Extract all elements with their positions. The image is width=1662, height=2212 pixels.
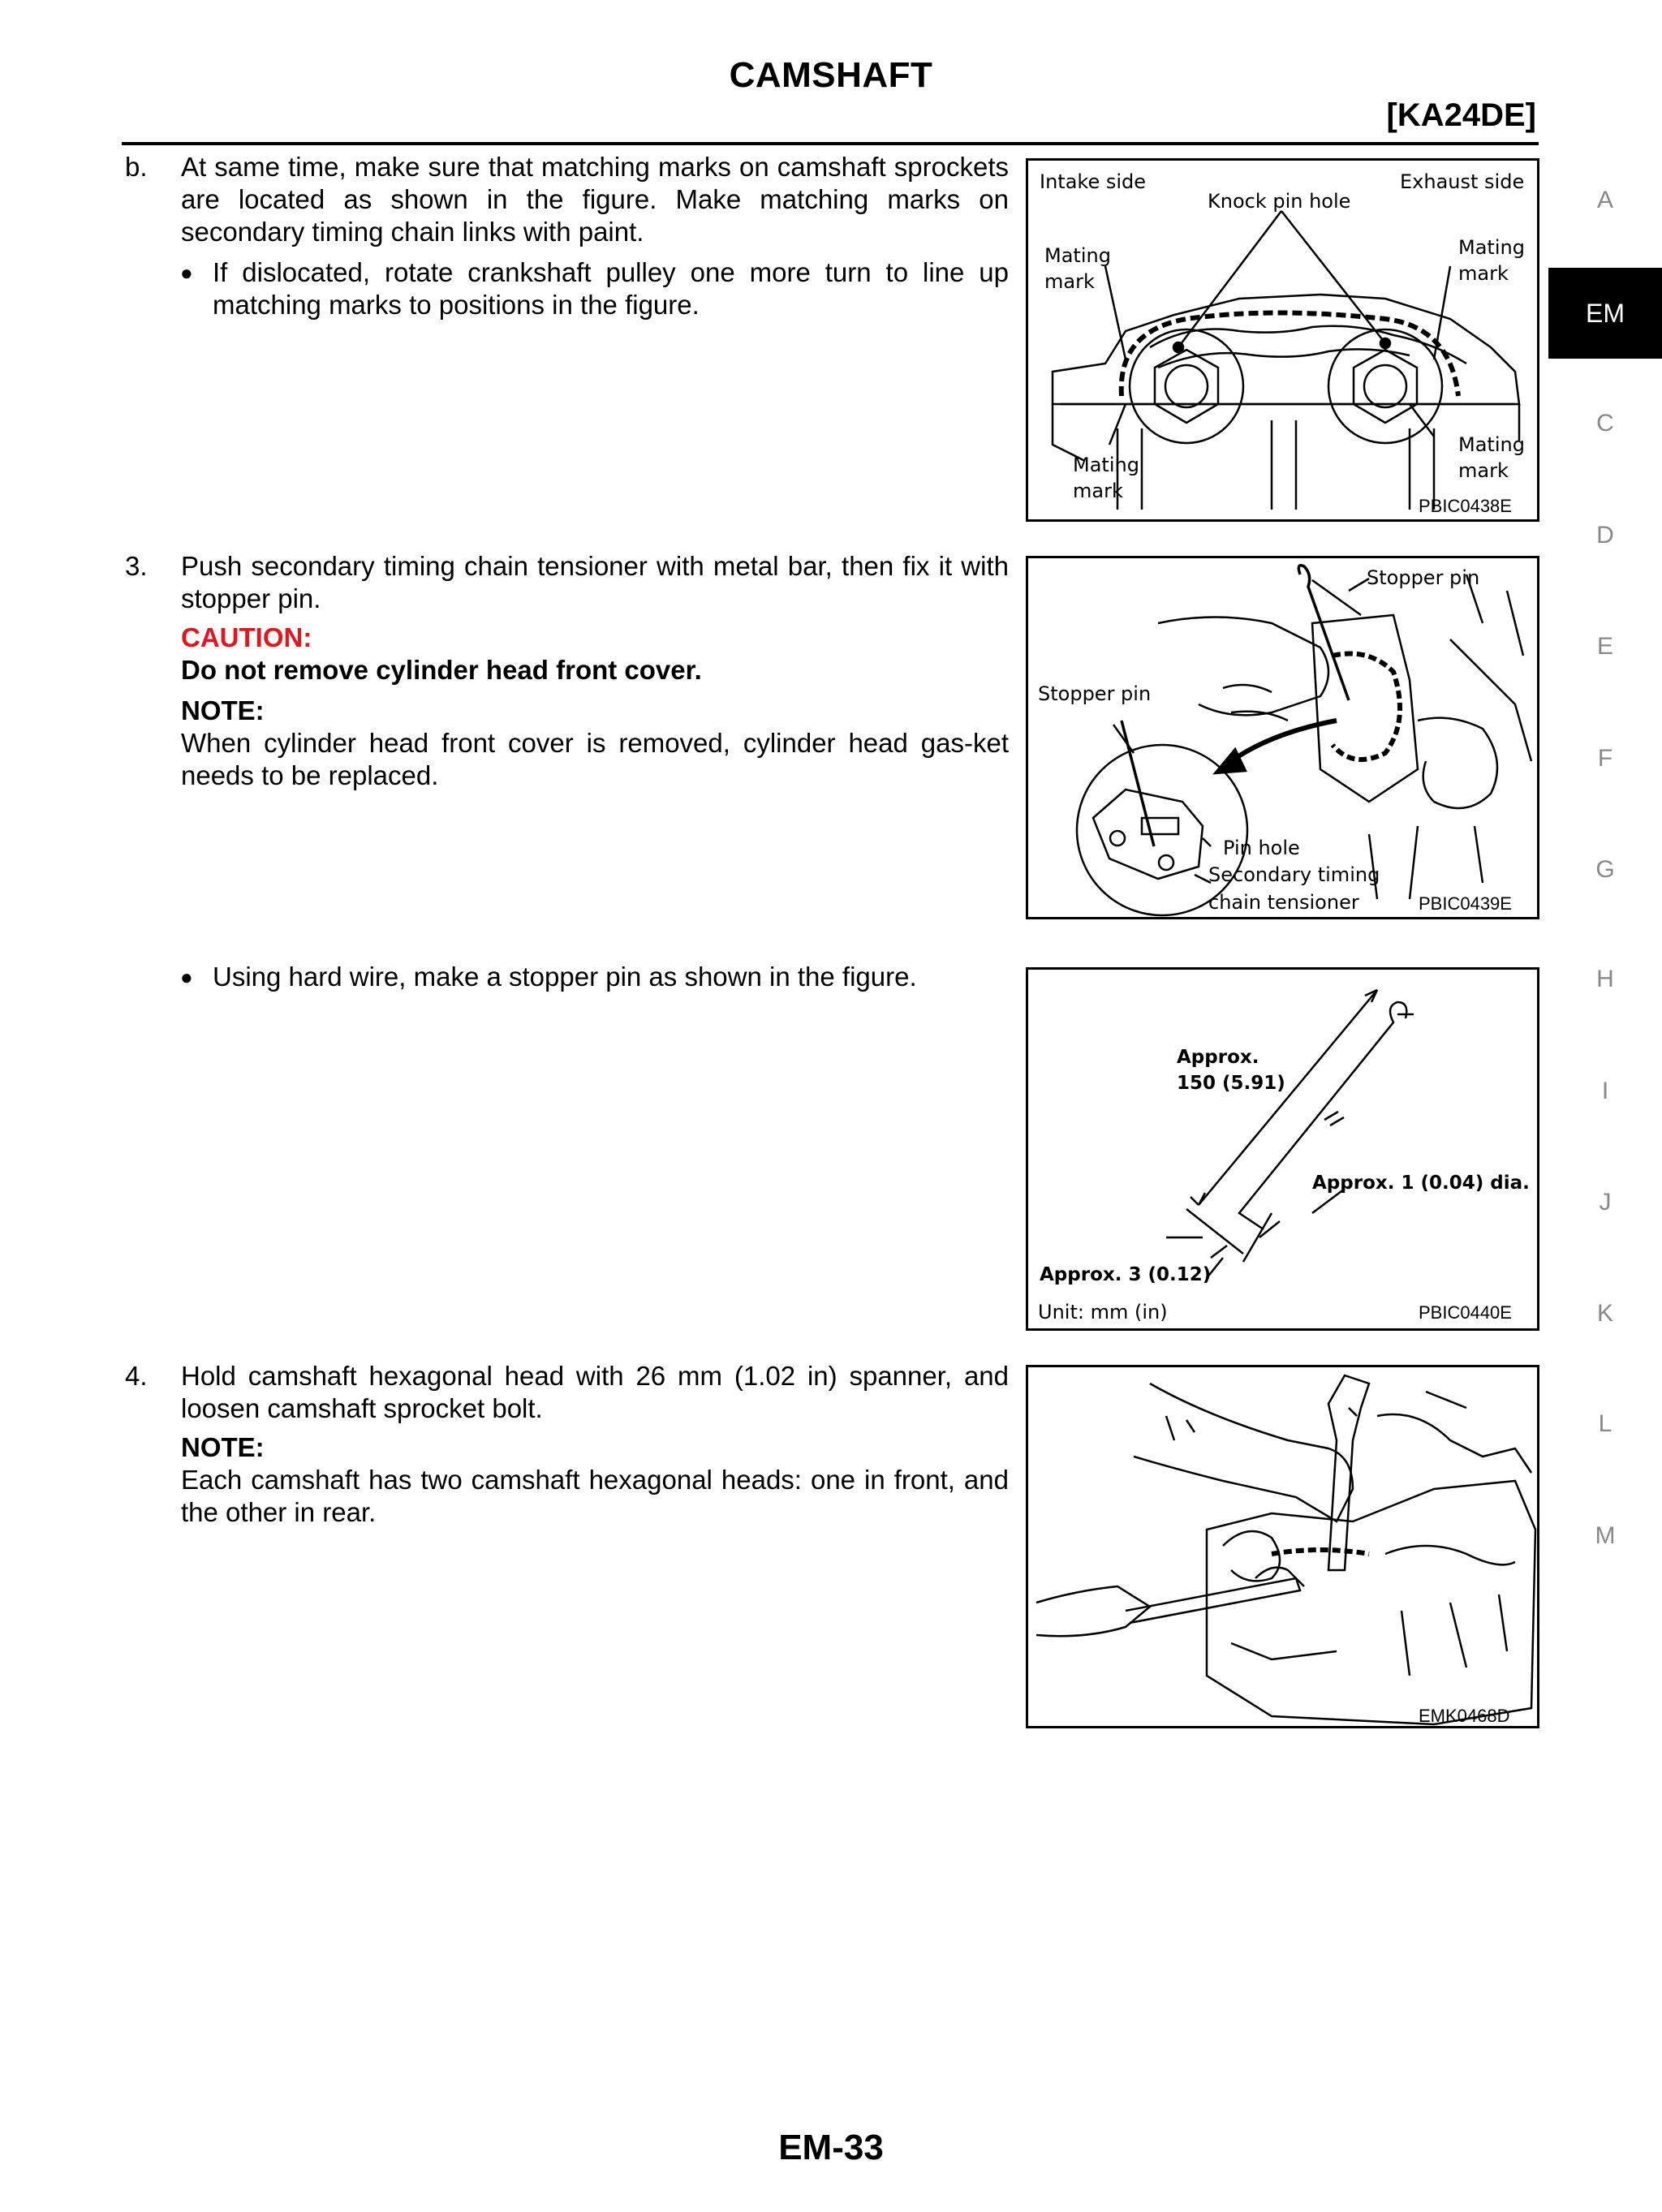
side-tab-g[interactable]: G [1595, 856, 1615, 883]
figure-stopper-pin [1026, 556, 1539, 919]
figure-code: EMK0468D [1419, 1706, 1510, 1726]
approx-dia-label: Approx. 1 (0.04) dia. [1312, 1173, 1530, 1194]
step-4-label: 4. [125, 1361, 148, 1391]
page-title: CAMSHAFT [729, 55, 933, 95]
side-tab-m[interactable]: M [1595, 1522, 1616, 1549]
intake-side-label: Intake side [1040, 170, 1147, 193]
figure-code: PBIC0439E [1419, 893, 1512, 914]
mark-label: mark [1044, 270, 1095, 293]
tensioner-label-line1: Secondary timing [1208, 863, 1380, 886]
note-label: NOTE: [181, 1432, 265, 1462]
tensioner-label-line2: chain tensioner [1208, 891, 1359, 914]
mark-label: mark [1073, 480, 1123, 502]
unit-label: Unit: mm (in) [1038, 1301, 1168, 1323]
sprocket-illustration [1028, 161, 1542, 524]
header-rule [122, 142, 1539, 145]
approx-hook-label: Approx. 3 (0.12) [1040, 1264, 1212, 1285]
side-tab-j[interactable]: J [1599, 1189, 1612, 1216]
side-tab-k[interactable]: K [1596, 1300, 1613, 1327]
approx-length-label-line1: Approx. [1177, 1047, 1259, 1068]
step-4-note-text: Each camshaft has two camshaft hexagonal heads: one in front, and the other in rear. [181, 1465, 1009, 1527]
stopper-pin-label: Stopper pin [1038, 682, 1152, 705]
caution-label: CAUTION: [181, 622, 312, 652]
side-tab-em-active[interactable]: EM [1548, 268, 1662, 359]
mark-label: mark [1458, 459, 1509, 482]
side-tab-f[interactable]: F [1597, 745, 1613, 772]
knock-pin-hole-label: Knock pin hole [1208, 190, 1351, 213]
mating-label: Mating [1458, 236, 1525, 259]
figure-camshaft-sprockets [1026, 158, 1539, 522]
step-3-label: 3. [125, 551, 148, 581]
side-tab-d[interactable]: D [1596, 522, 1614, 549]
figure-code: PBIC0438E [1419, 496, 1512, 516]
side-tab-l[interactable]: L [1598, 1410, 1612, 1437]
mating-label: Mating [1458, 433, 1525, 456]
side-tab-h[interactable]: H [1596, 966, 1614, 992]
step-b-label: b. [125, 152, 148, 182]
tensioner-illustration [1028, 558, 1542, 922]
side-tab-a[interactable]: A [1596, 187, 1613, 213]
mark-label: mark [1458, 262, 1509, 285]
bullet-icon: ● [180, 965, 193, 989]
mating-label: Mating [1073, 454, 1139, 476]
page-number: EM-33 [778, 2128, 884, 2167]
note-text: When cylinder head front cover is removed, cylinder head gas-ket needs to be replaced. [181, 728, 1009, 790]
step-b-bullet: If dislocated, rotate crankshaft pulley one more turn to line up matching marks to positions in the figure. [213, 257, 1009, 320]
exhaust-side-label: Exhaust side [1400, 170, 1525, 193]
wire-pin-drawing [1028, 970, 1542, 1333]
step-3-bullet: Using hard wire, make a stopper pin as shown in the figure. [213, 962, 917, 992]
side-tab-c[interactable]: C [1596, 410, 1614, 437]
side-tab-i[interactable]: I [1601, 1078, 1609, 1104]
pin-hole-label: Pin hole [1223, 837, 1300, 859]
side-tab-e[interactable]: E [1596, 633, 1613, 660]
note-label: NOTE: [181, 695, 265, 725]
bullet-icon: ● [180, 260, 193, 285]
step-3-text: Push secondary timing chain tensioner with metal bar, then fix it with stopper pin. [181, 551, 1009, 613]
figure-spanner-camshaft [1026, 1365, 1539, 1728]
stopper-pin-label: Stopper pin [1367, 566, 1480, 589]
caution-text: Do not remove cylinder head front cover. [181, 655, 702, 685]
approx-length-label-line2: 150 (5.91) [1177, 1073, 1285, 1094]
figure-code: PBIC0440E [1419, 1302, 1512, 1323]
engine-code: [KA24DE] [1386, 97, 1536, 133]
step-b-text: At same time, make sure that matching marks on camshaft sprockets are located as shown in the figure. Make matching marks on secondary timing chain links with paint. [181, 152, 1009, 247]
step-4-text: Hold camshaft hexagonal head with 26 mm (1.02 in) spanner, and loosen camshaft sprocket bolt. [181, 1361, 1009, 1423]
figure-stopper-pin-dimensions [1026, 967, 1539, 1331]
mating-label: Mating [1044, 244, 1111, 267]
spanner-illustration [1028, 1367, 1542, 1731]
